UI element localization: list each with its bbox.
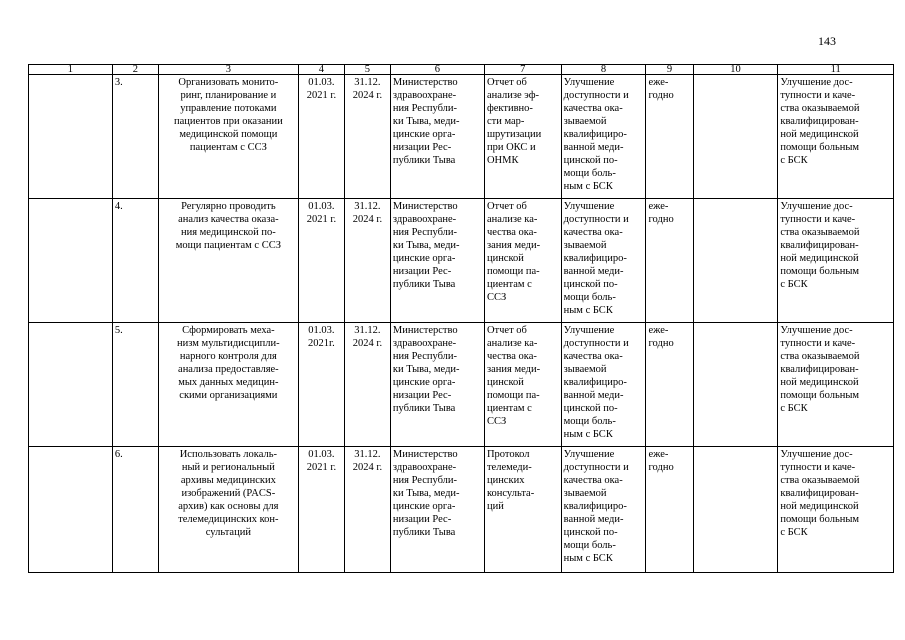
effect-cell: Улучшение доступности и качества ока- зываемой квалифициро- ванной меди- цинской по- мощи боль- ным с БСК (561, 199, 646, 323)
start-date-cell: 01.03. 2021 г. (298, 199, 344, 323)
empty-cell (29, 323, 113, 447)
period-cell: еже- годно (646, 199, 693, 323)
indicator-cell: Улучшение дос- тупности и каче- ства оказываемой квалифицирован- ной медицинской помощи больным с БСК (778, 199, 894, 323)
column-number-cell: 1 (29, 65, 113, 75)
indicator-cell: Улучшение дос- тупности и каче- ства оказываемой квалифицирован- ной медицинской помощи больным с БСК (778, 447, 894, 573)
end-date-cell: 31.12. 2024 г. (344, 323, 390, 447)
result-cell: Протокол телемеди- цинских консульта- ций (484, 447, 561, 573)
column-number-cell: 11 (778, 65, 894, 75)
column-number-cell: 7 (484, 65, 561, 75)
row-number: 4. (112, 199, 158, 323)
start-date-cell: 01.03. 2021 г. (298, 75, 344, 199)
column-10-cell (693, 199, 778, 323)
table-row (29, 323, 894, 447)
page-number: 143 (818, 34, 836, 48)
responsible-cell: Министерство здравоохране- ния Республи- ки Тыва, меди- цинские орга- низации Рес- публики Тыва (390, 447, 484, 573)
column-10-cell (693, 447, 778, 573)
column-10-cell (693, 75, 778, 199)
indicator-cell: Улучшение дос- тупности и каче- ства оказываемой квалифицирован- ной медицинской помощи больным с БСК (778, 75, 894, 199)
table-row (29, 447, 894, 573)
task-cell: Сформировать меха- низм мультидисципли- нарного контроля для анализа предоставляе- мых данных медицин- скими организациями (158, 323, 298, 447)
indicator-cell: Улучшение дос- тупности и каче- ства оказываемой квалифицирован- ной медицинской помощи больным с БСК (778, 323, 894, 447)
responsible-cell: Министерство здравоохране- ния Республи- ки Тыва, меди- цинские орга- низации Рес- публики Тыва (390, 199, 484, 323)
end-date-cell: 31.12. 2024 г. (344, 447, 390, 573)
column-number-row (29, 65, 894, 75)
effect-cell: Улучшение доступности и качества ока- зываемой квалифициро- ванной меди- цинской по- мощи боль- ным с БСК (561, 323, 646, 447)
responsible-cell: Министерство здравоохране- ния Республи- ки Тыва, меди- цинские орга- низации Рес- публики Тыва (390, 75, 484, 199)
task-cell: Организовать монито- ринг, планирование и управление потоками пациентов при оказании медицинской помощи пациентам с ССЗ (158, 75, 298, 199)
result-cell: Отчет об анализе ка- чества ока- зания меди- цинской помощи па- циентам с ССЗ (484, 323, 561, 447)
column-number-cell: 3 (158, 65, 298, 75)
column-number-cell: 4 (298, 65, 344, 75)
column-number-cell: 2 (112, 65, 158, 75)
row-number: 6. (112, 447, 158, 573)
row-number: 3. (112, 75, 158, 199)
start-date-cell: 01.03. 2021 г. (298, 447, 344, 573)
start-date-cell: 01.03. 2021г. (298, 323, 344, 447)
column-number-cell: 8 (561, 65, 646, 75)
row-number: 5. (112, 323, 158, 447)
empty-cell (29, 447, 113, 573)
period-cell: еже- годно (646, 323, 693, 447)
period-cell: еже- годно (646, 447, 693, 573)
task-cell: Регулярно проводить анализ качества оказа- ния медицинской по- мощи пациентам с ССЗ (158, 199, 298, 323)
column-number-cell: 5 (344, 65, 390, 75)
column-10-cell (693, 323, 778, 447)
result-cell: Отчет об анализе эф- фективно- сти мар- шрутизации при ОКС и ОНМК (484, 75, 561, 199)
action-plan-table (28, 64, 894, 573)
effect-cell: Улучшение доступности и качества ока- зываемой квалифициро- ванной меди- цинской по- мощи боль- ным с БСК (561, 447, 646, 573)
end-date-cell: 31.12. 2024 г. (344, 75, 390, 199)
empty-cell (29, 199, 113, 323)
task-cell: Использовать локаль- ный и региональный архивы медицинских изображений (PACS- архив) как основы для телемедицинских кон- сультаций (158, 447, 298, 573)
result-cell: Отчет об анализе ка- чества ока- зания меди- цинской помощи па- циентам с ССЗ (484, 199, 561, 323)
column-number-cell: 6 (390, 65, 484, 75)
column-number-cell: 9 (646, 65, 693, 75)
period-cell: еже- годно (646, 75, 693, 199)
table-row (29, 75, 894, 199)
responsible-cell: Министерство здравоохране- ния Республи- ки Тыва, меди- цинские орга- низации Рес- публики Тыва (390, 323, 484, 447)
empty-cell (29, 75, 113, 199)
column-number-cell: 10 (693, 65, 778, 75)
end-date-cell: 31.12. 2024 г. (344, 199, 390, 323)
table-row (29, 199, 894, 323)
effect-cell: Улучшение доступности и качества ока- зываемой квалифициро- ванной меди- цинской по- мощи боль- ным с БСК (561, 75, 646, 199)
